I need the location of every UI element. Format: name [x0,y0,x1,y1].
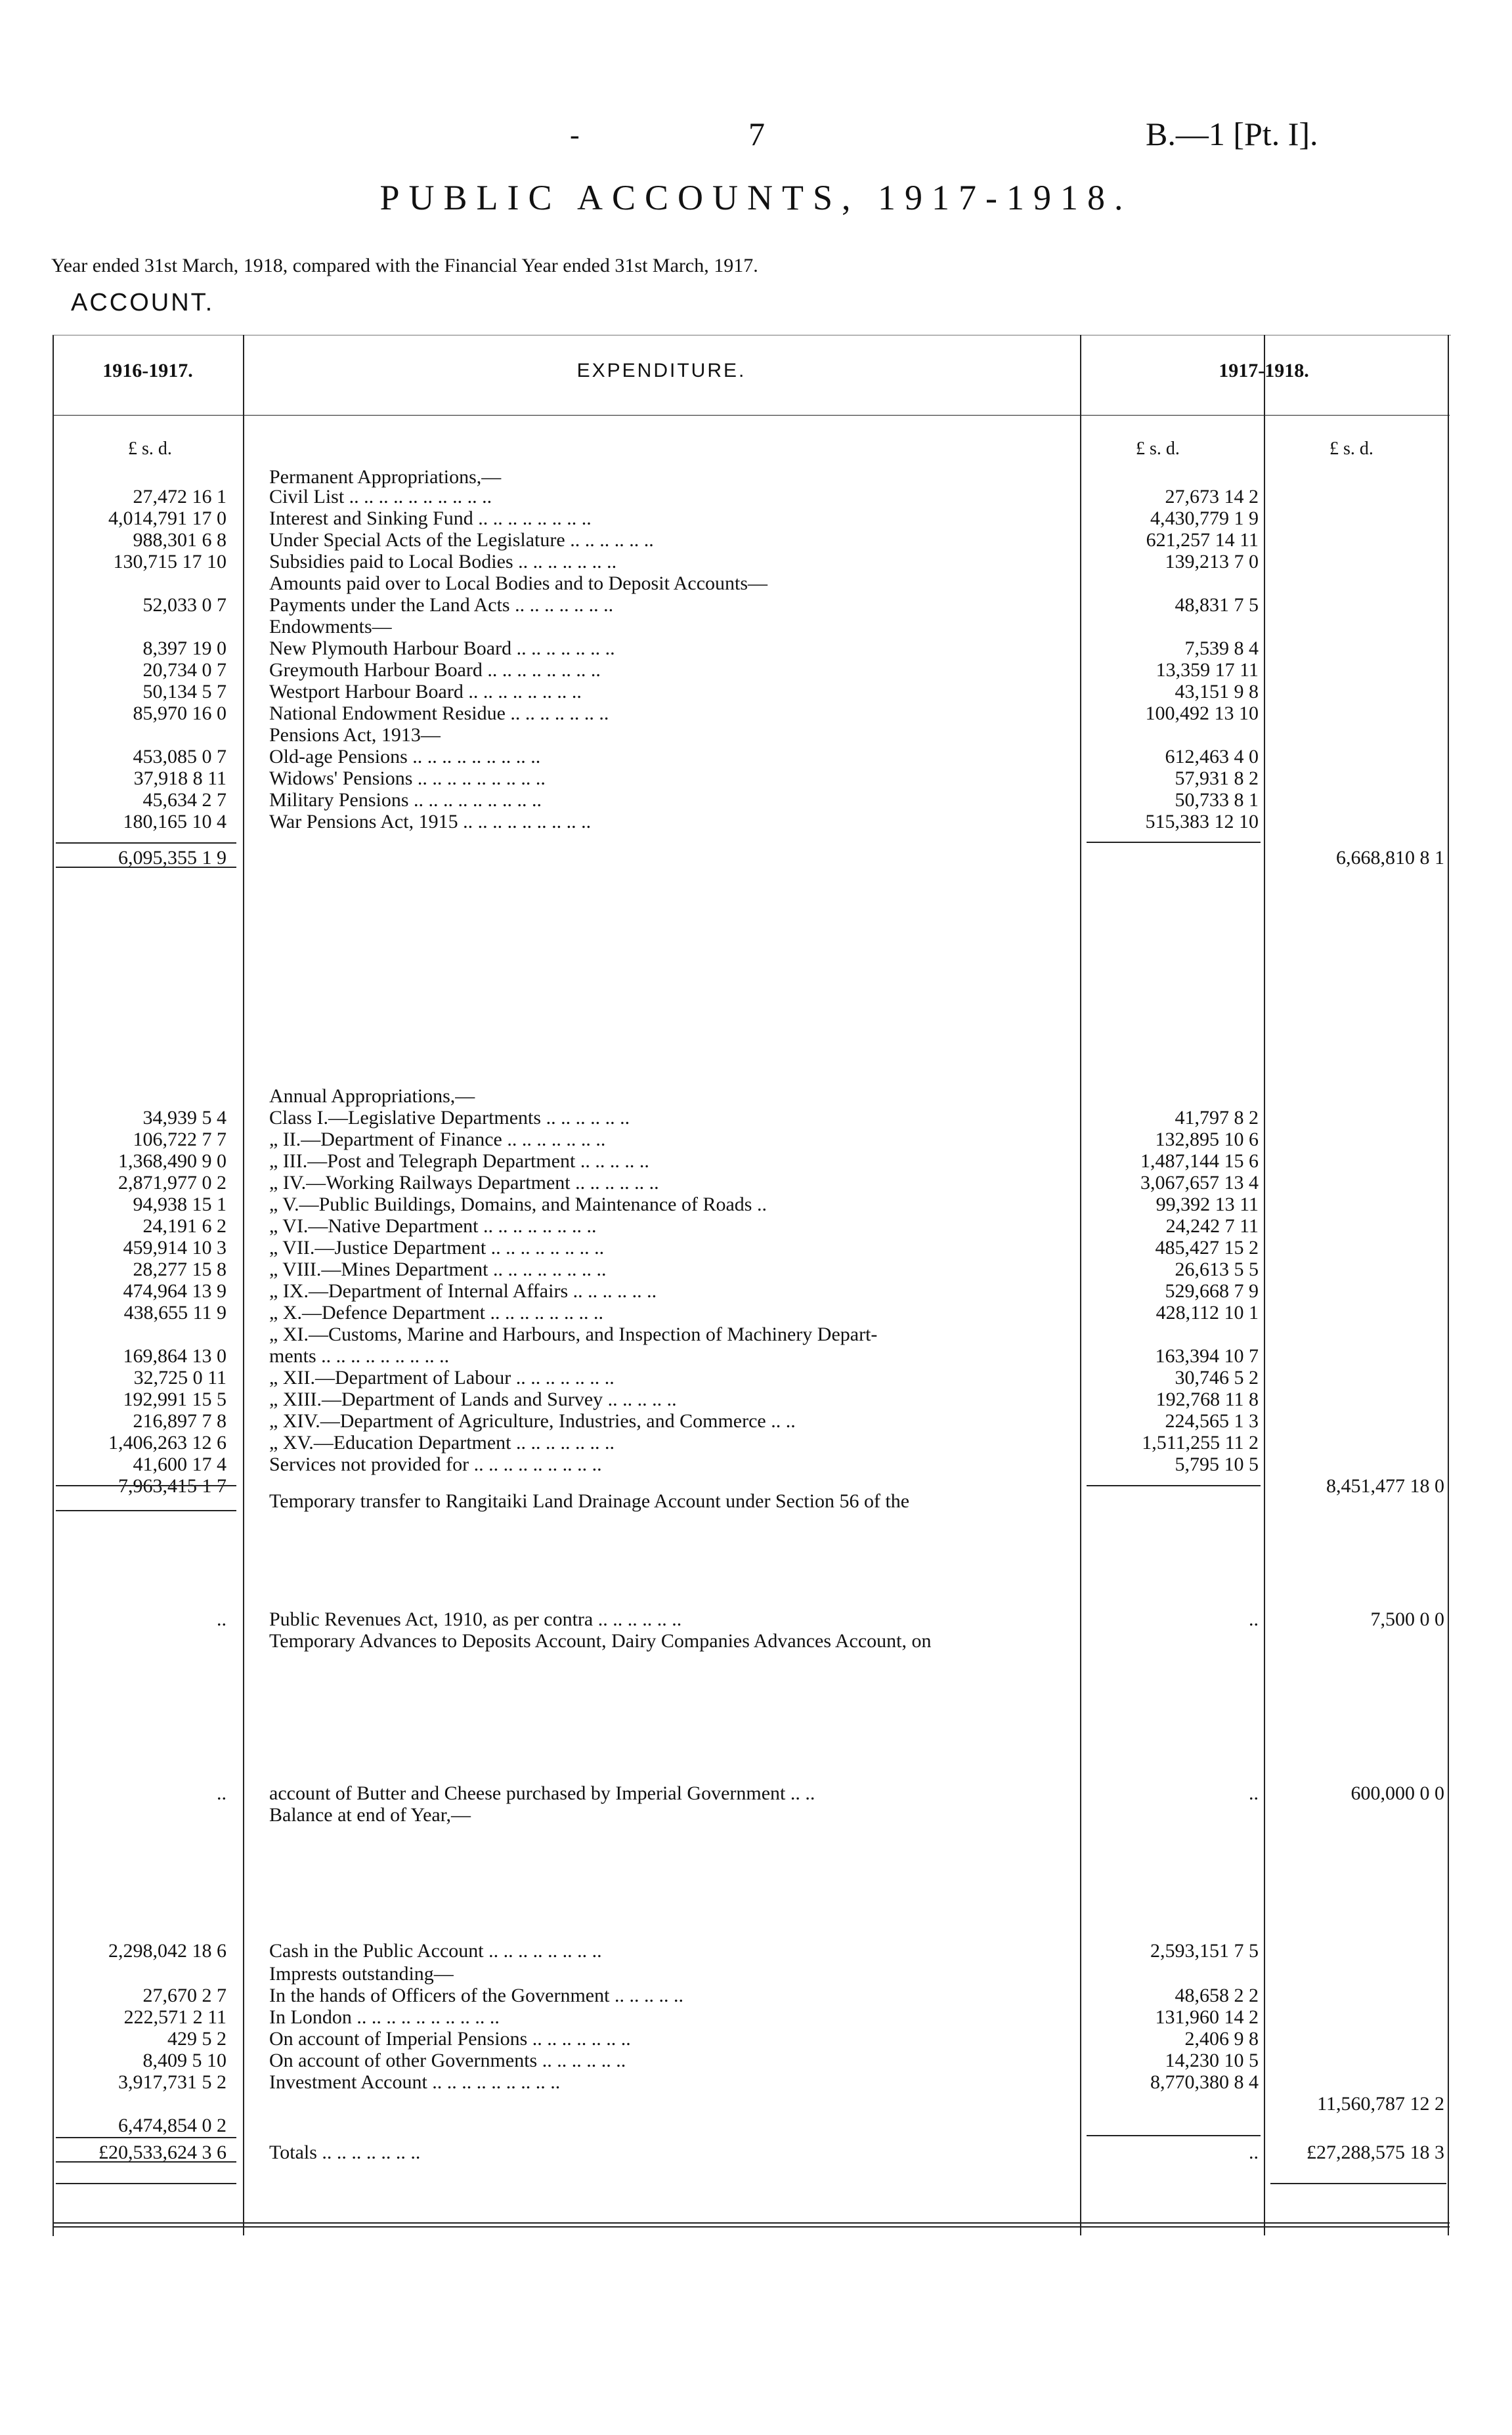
table-row [0,1280,1512,1302]
subtotal-rule [1087,842,1261,843]
table-row [0,2071,1512,2093]
prev-year-amount: 20,734 0 7 [142,659,227,681]
item-description: Temporary Advances to Deposits Account, Dairy Companies Advances Account, on [269,1630,932,1652]
current-year-amount: 30,746 5 2 [1175,1367,1259,1389]
current-year-amount: 57,931 8 2 [1175,767,1259,789]
column-header-expenditure: EXPENDITURE. [576,360,746,381]
item-description: „ IV.—Working Railways Department .. .. .. .. .. .. [269,1172,659,1194]
prev-year-amount: 8,409 5 10 [142,2050,227,2071]
table-row [0,1454,1512,1475]
current-year-amount: 2,593,151 7 5 [1150,1940,1259,1962]
table-row [0,847,1512,869]
prev-year-amount: 34,939 5 4 [142,1107,227,1129]
prev-year-amount: .. [217,1782,227,1804]
table-row [0,789,1512,811]
current-year-amount: 131,960 14 2 [1155,2006,1259,2028]
table-row [0,1782,1512,1804]
prev-year-amount: 2,871,977 0 2 [118,1172,227,1194]
item-description: Subsidies paid to Local Bodies .. .. .. .. .. .. .. [269,551,617,572]
table-row [0,2142,1512,2163]
table-row [0,466,1512,488]
section-total: £27,288,575 18 3 [1307,2142,1444,2163]
item-description: Military Pensions .. .. .. .. .. .. .. .. .. [269,789,542,811]
table-row [0,2093,1512,2115]
prev-year-amount: 37,918 8 11 [133,767,227,789]
item-description: Class I.—Legislative Departments .. .. .. .. .. .. [269,1107,630,1129]
current-year-amount: 3,067,657 13 4 [1140,1172,1259,1194]
item-description: Greymouth Harbour Board .. .. .. .. .. .. .. .. [269,659,601,681]
item-description: Annual Appropriations,— [269,1085,475,1107]
document-reference: B.—1 [Pt. I]. [1146,116,1318,152]
prev-year-amount: 438,655 11 9 [123,1302,227,1324]
current-year-amount: 99,392 13 11 [1156,1194,1259,1215]
table-row [0,486,1512,507]
current-year-amount: .. [1249,2142,1259,2163]
prev-year-amount: 130,715 17 10 [113,551,227,572]
prev-year-amount: 180,165 10 4 [123,811,227,832]
header-rule [53,415,1450,416]
prev-year-amount: 1,406,263 12 6 [108,1432,227,1454]
prev-year-amount: 28,277 15 8 [133,1259,227,1280]
closing-double-rule [53,2222,1450,2228]
item-description: Public Revenues Act, 1910, as per contra .. .. .. .. .. .. [269,1608,682,1630]
table-row [0,1324,1512,1345]
page-title: PUBLIC ACCOUNTS, 1917-1918. [379,178,1133,217]
table-row [0,1963,1512,1985]
subtotal-rule [56,867,236,868]
section-total: 8,451,477 18 0 [1326,1475,1444,1497]
item-description: account of Butter and Cheese purchased by Imperial Government .. .. [269,1782,815,1804]
item-description: Investment Account .. .. .. .. .. .. .. .. .. [269,2071,561,2093]
current-year-amount: .. [1249,1782,1259,1804]
prev-year-amount: 2,298,042 18 6 [108,1940,227,1962]
prev-year-amount: 6,474,854 0 2 [118,2115,227,2136]
units-prev: £ s. d. [128,439,172,459]
prev-year-amount: 32,725 0 11 [133,1367,227,1389]
prev-year-amount: 27,670 2 7 [142,1985,227,2006]
total-rule [56,2183,236,2184]
column-header-curr-year: 1917-1918. [1219,360,1309,381]
prev-year-amount: 41,600 17 4 [133,1454,227,1475]
item-description: New Plymouth Harbour Board .. .. .. .. .. .. .. [269,637,615,659]
prev-year-amount: 429 5 2 [167,2028,227,2050]
prev-year-amount: 27,472 16 1 [133,486,227,507]
prev-year-amount: 94,938 15 1 [133,1194,227,1215]
table-row [0,2050,1512,2071]
prev-year-amount: 106,722 7 7 [133,1129,227,1150]
table-row [0,659,1512,681]
current-year-amount: 14,230 10 5 [1165,2050,1259,2071]
table-row [0,702,1512,724]
table-row [0,1345,1512,1367]
current-year-amount: 100,492 13 10 [1145,702,1259,724]
item-description: „ VI.—Native Department .. .. .. .. .. .. .. .. [269,1215,597,1237]
item-description: Services not provided for .. .. .. .. .. .. .. .. .. [269,1454,602,1475]
current-year-amount: 43,151 9 8 [1175,681,1259,702]
subtotal-rule [56,2137,236,2138]
current-year-amount: 621,257 14 11 [1146,529,1259,551]
item-description: Westport Harbour Board .. .. .. .. .. .. .. .. [269,681,582,702]
table-row [0,507,1512,529]
table-row [0,1129,1512,1150]
table-row [0,1107,1512,1129]
section-total: 600,000 0 0 [1350,1782,1444,1804]
prev-year-amount: 453,085 0 7 [133,746,227,767]
current-year-amount: 2,406 9 8 [1184,2028,1259,2050]
table-row [0,811,1512,832]
prev-year-amount: 474,964 13 9 [123,1280,227,1302]
item-description: „ VIII.—Mines Department .. .. .. .. .. .. .. .. [269,1259,607,1280]
table-row [0,1194,1512,1215]
table-row [0,1367,1512,1389]
section-heading: ACCOUNT. [71,289,215,316]
table-row [0,767,1512,789]
table-row [0,572,1512,594]
table-row [0,1608,1512,1630]
table-row [0,2028,1512,2050]
table-row [0,594,1512,616]
table-row [0,2006,1512,2028]
current-year-amount: 5,795 10 5 [1175,1454,1259,1475]
item-description: On account of other Governments .. .. .. .. .. .. [269,2050,626,2071]
current-year-amount: 26,613 5 5 [1175,1259,1259,1280]
current-year-amount: 4,430,779 1 9 [1150,507,1259,529]
item-description: Totals .. .. .. .. .. .. .. [269,2142,421,2163]
current-year-amount: 8,770,380 8 4 [1150,2071,1259,2093]
item-description: „ X.—Defence Department .. .. .. .. .. .. .. .. [269,1302,604,1324]
current-year-amount: 224,565 1 3 [1165,1410,1259,1432]
current-year-amount: 7,539 8 4 [1184,637,1259,659]
section-total: 6,668,810 8 1 [1336,847,1444,869]
prev-year-amount: 6,095,355 1 9 [118,847,227,869]
current-year-amount: 24,242 7 11 [1165,1215,1259,1237]
page-number: 7 [748,116,765,152]
item-description: War Pensions Act, 1915 .. .. .. .. .. .. .. .. .. [269,811,592,832]
item-description: „ V.—Public Buildings, Domains, and Maintenance of Roads .. [269,1194,767,1215]
current-year-amount: 48,831 7 5 [1175,594,1259,616]
prev-year-amount: 8,397 19 0 [142,637,227,659]
table-row [0,1432,1512,1454]
item-description: Payments under the Land Acts .. .. .. .. .. .. .. [269,594,614,616]
section-total: 7,500 0 0 [1370,1608,1444,1630]
table-row [0,529,1512,551]
prev-year-amount: 3,917,731 5 2 [118,2071,227,2093]
current-year-amount: 27,673 14 2 [1165,486,1259,507]
item-description: National Endowment Residue .. .. .. .. .. .. .. [269,702,609,724]
item-description: „ III.—Post and Telegraph Department .. .. .. .. .. [269,1150,649,1172]
subtotal-rule [56,1485,236,1486]
item-description: Civil List .. .. .. .. .. .. .. .. .. .. [269,486,492,507]
table-row [0,637,1512,659]
subtotal-rule [56,842,236,844]
prev-year-amount: 169,864 13 0 [123,1345,227,1367]
prev-year-amount: 50,134 5 7 [142,681,227,702]
current-year-amount: 192,768 11 8 [1156,1389,1259,1410]
current-year-amount: .. [1249,1608,1259,1630]
current-year-amount: 612,463 4 0 [1165,746,1259,767]
item-description: ments .. .. .. .. .. .. .. .. .. [269,1345,450,1367]
table-row [0,1259,1512,1280]
current-year-amount: 13,359 17 11 [1156,659,1259,681]
item-description: Balance at end of Year,— [269,1804,471,1826]
prev-year-amount: 216,897 7 8 [133,1410,227,1432]
current-year-amount: 1,511,255 11 2 [1142,1432,1259,1454]
table-row [0,616,1512,637]
table-row [0,1150,1512,1172]
current-year-amount: 50,733 8 1 [1175,789,1259,811]
table-row [0,1302,1512,1324]
table-row [0,1215,1512,1237]
prev-year-amount: 52,033 0 7 [142,594,227,616]
table-row [0,1804,1512,1826]
prev-year-amount: .. [217,1608,227,1630]
item-description: Amounts paid over to Local Bodies and to Deposit Accounts— [269,572,768,594]
table-row [0,551,1512,572]
item-description: Pensions Act, 1913— [269,724,441,746]
header-dash: - [570,119,580,151]
item-description: Old-age Pensions .. .. .. .. .. .. .. .. .. [269,746,541,767]
current-year-amount: 163,394 10 7 [1155,1345,1259,1367]
units-curr: £ s. d. [1136,439,1180,459]
item-description: Endowments— [269,616,392,637]
item-description: „ XI.—Customs, Marine and Harbours, and Inspection of Machinery Depart- [269,1324,878,1345]
prev-year-amount: 45,634 2 7 [142,789,227,811]
item-description: Temporary transfer to Rangitaiki Land Drainage Account under Section 56 of the [269,1490,910,1512]
prev-year-amount: 222,571 2 11 [123,2006,227,2028]
item-description: On account of Imperial Pensions .. .. .. .. .. .. .. [269,2028,631,2050]
units-total: £ s. d. [1329,439,1373,459]
table-row [0,2115,1512,2136]
current-year-amount: 139,213 7 0 [1165,551,1259,572]
item-description: „ II.—Department of Finance .. .. .. .. .. .. .. [269,1129,606,1150]
item-description: Interest and Sinking Fund .. .. .. .. .. .. .. .. [269,507,592,529]
item-description: „ XIII.—Department of Lands and Survey .. .. .. .. .. [269,1389,677,1410]
item-description: „ VII.—Justice Department .. .. .. .. .. .. .. .. [269,1237,605,1259]
prev-year-amount: 988,301 6 8 [133,529,227,551]
section-total: 11,560,787 12 2 [1317,2093,1444,2115]
prev-year-amount: 4,014,791 17 0 [108,507,227,529]
subtotal-rule [56,2161,236,2163]
prev-year-amount: 24,191 6 2 [142,1215,227,1237]
subtotal-rule [56,1510,236,1511]
total-rule [1270,2183,1446,2184]
item-description: „ XV.—Education Department .. .. .. .. .. .. .. [269,1432,615,1454]
prev-year-amount: 459,914 10 3 [123,1237,227,1259]
column-header-prev-year: 1916-1917. [102,360,193,381]
table-row [0,1085,1512,1107]
table-row [0,746,1512,767]
item-description: Widows' Pensions .. .. .. .. .. .. .. .. .. [269,767,546,789]
current-year-amount: 1,487,144 15 6 [1140,1150,1259,1172]
table-row [0,1985,1512,2006]
prev-year-amount: 85,970 16 0 [133,702,227,724]
item-description: In the hands of Officers of the Government .. .. .. .. .. [269,1985,683,2006]
item-description: „ XIV.—Department of Agriculture, Industries, and Commerce .. .. [269,1410,796,1432]
item-description: Cash in the Public Account .. .. .. .. .. .. .. .. [269,1940,602,1962]
item-description: „ IX.—Department of Internal Affairs .. .. .. .. .. .. [269,1280,657,1302]
table-row [0,1410,1512,1432]
item-description: „ XII.—Department of Labour .. .. .. .. .. .. .. [269,1367,615,1389]
current-year-amount: 48,658 2 2 [1175,1985,1259,2006]
prev-year-amount: 7,963,415 1 7 [118,1475,227,1497]
prev-year-amount: 192,991 15 5 [123,1389,227,1410]
table-row [0,1172,1512,1194]
table-row [0,1389,1512,1410]
current-year-amount: 529,668 7 9 [1165,1280,1259,1302]
subtotal-rule [1087,2135,1261,2136]
item-description: Under Special Acts of the Legislature .. .. .. .. .. .. [269,529,654,551]
table-row [0,1237,1512,1259]
prev-year-amount: 1,368,490 9 0 [118,1150,227,1172]
subtotal-rule [1087,1485,1261,1486]
item-description: Permanent Appropriations,— [269,466,502,488]
page-subtitle: Year ended 31st March, 1918, compared with the Financial Year ended 31st March, 1917. [51,255,758,276]
table-row [0,681,1512,702]
current-year-amount: 515,383 12 10 [1145,811,1259,832]
table-row [0,1630,1512,1652]
current-year-amount: 428,112 10 1 [1156,1302,1259,1324]
current-year-amount: 41,797 8 2 [1175,1107,1259,1129]
current-year-amount: 132,895 10 6 [1155,1129,1259,1150]
table-row [0,1940,1512,1962]
item-description: In London .. .. .. .. .. .. .. .. .. .. [269,2006,500,2028]
current-year-amount: 485,427 15 2 [1155,1237,1259,1259]
table-row [0,1490,1512,1512]
table-row [0,724,1512,746]
prev-year-amount: £20,533,624 3 6 [98,2142,227,2163]
item-description: Imprests outstanding— [269,1963,454,1985]
